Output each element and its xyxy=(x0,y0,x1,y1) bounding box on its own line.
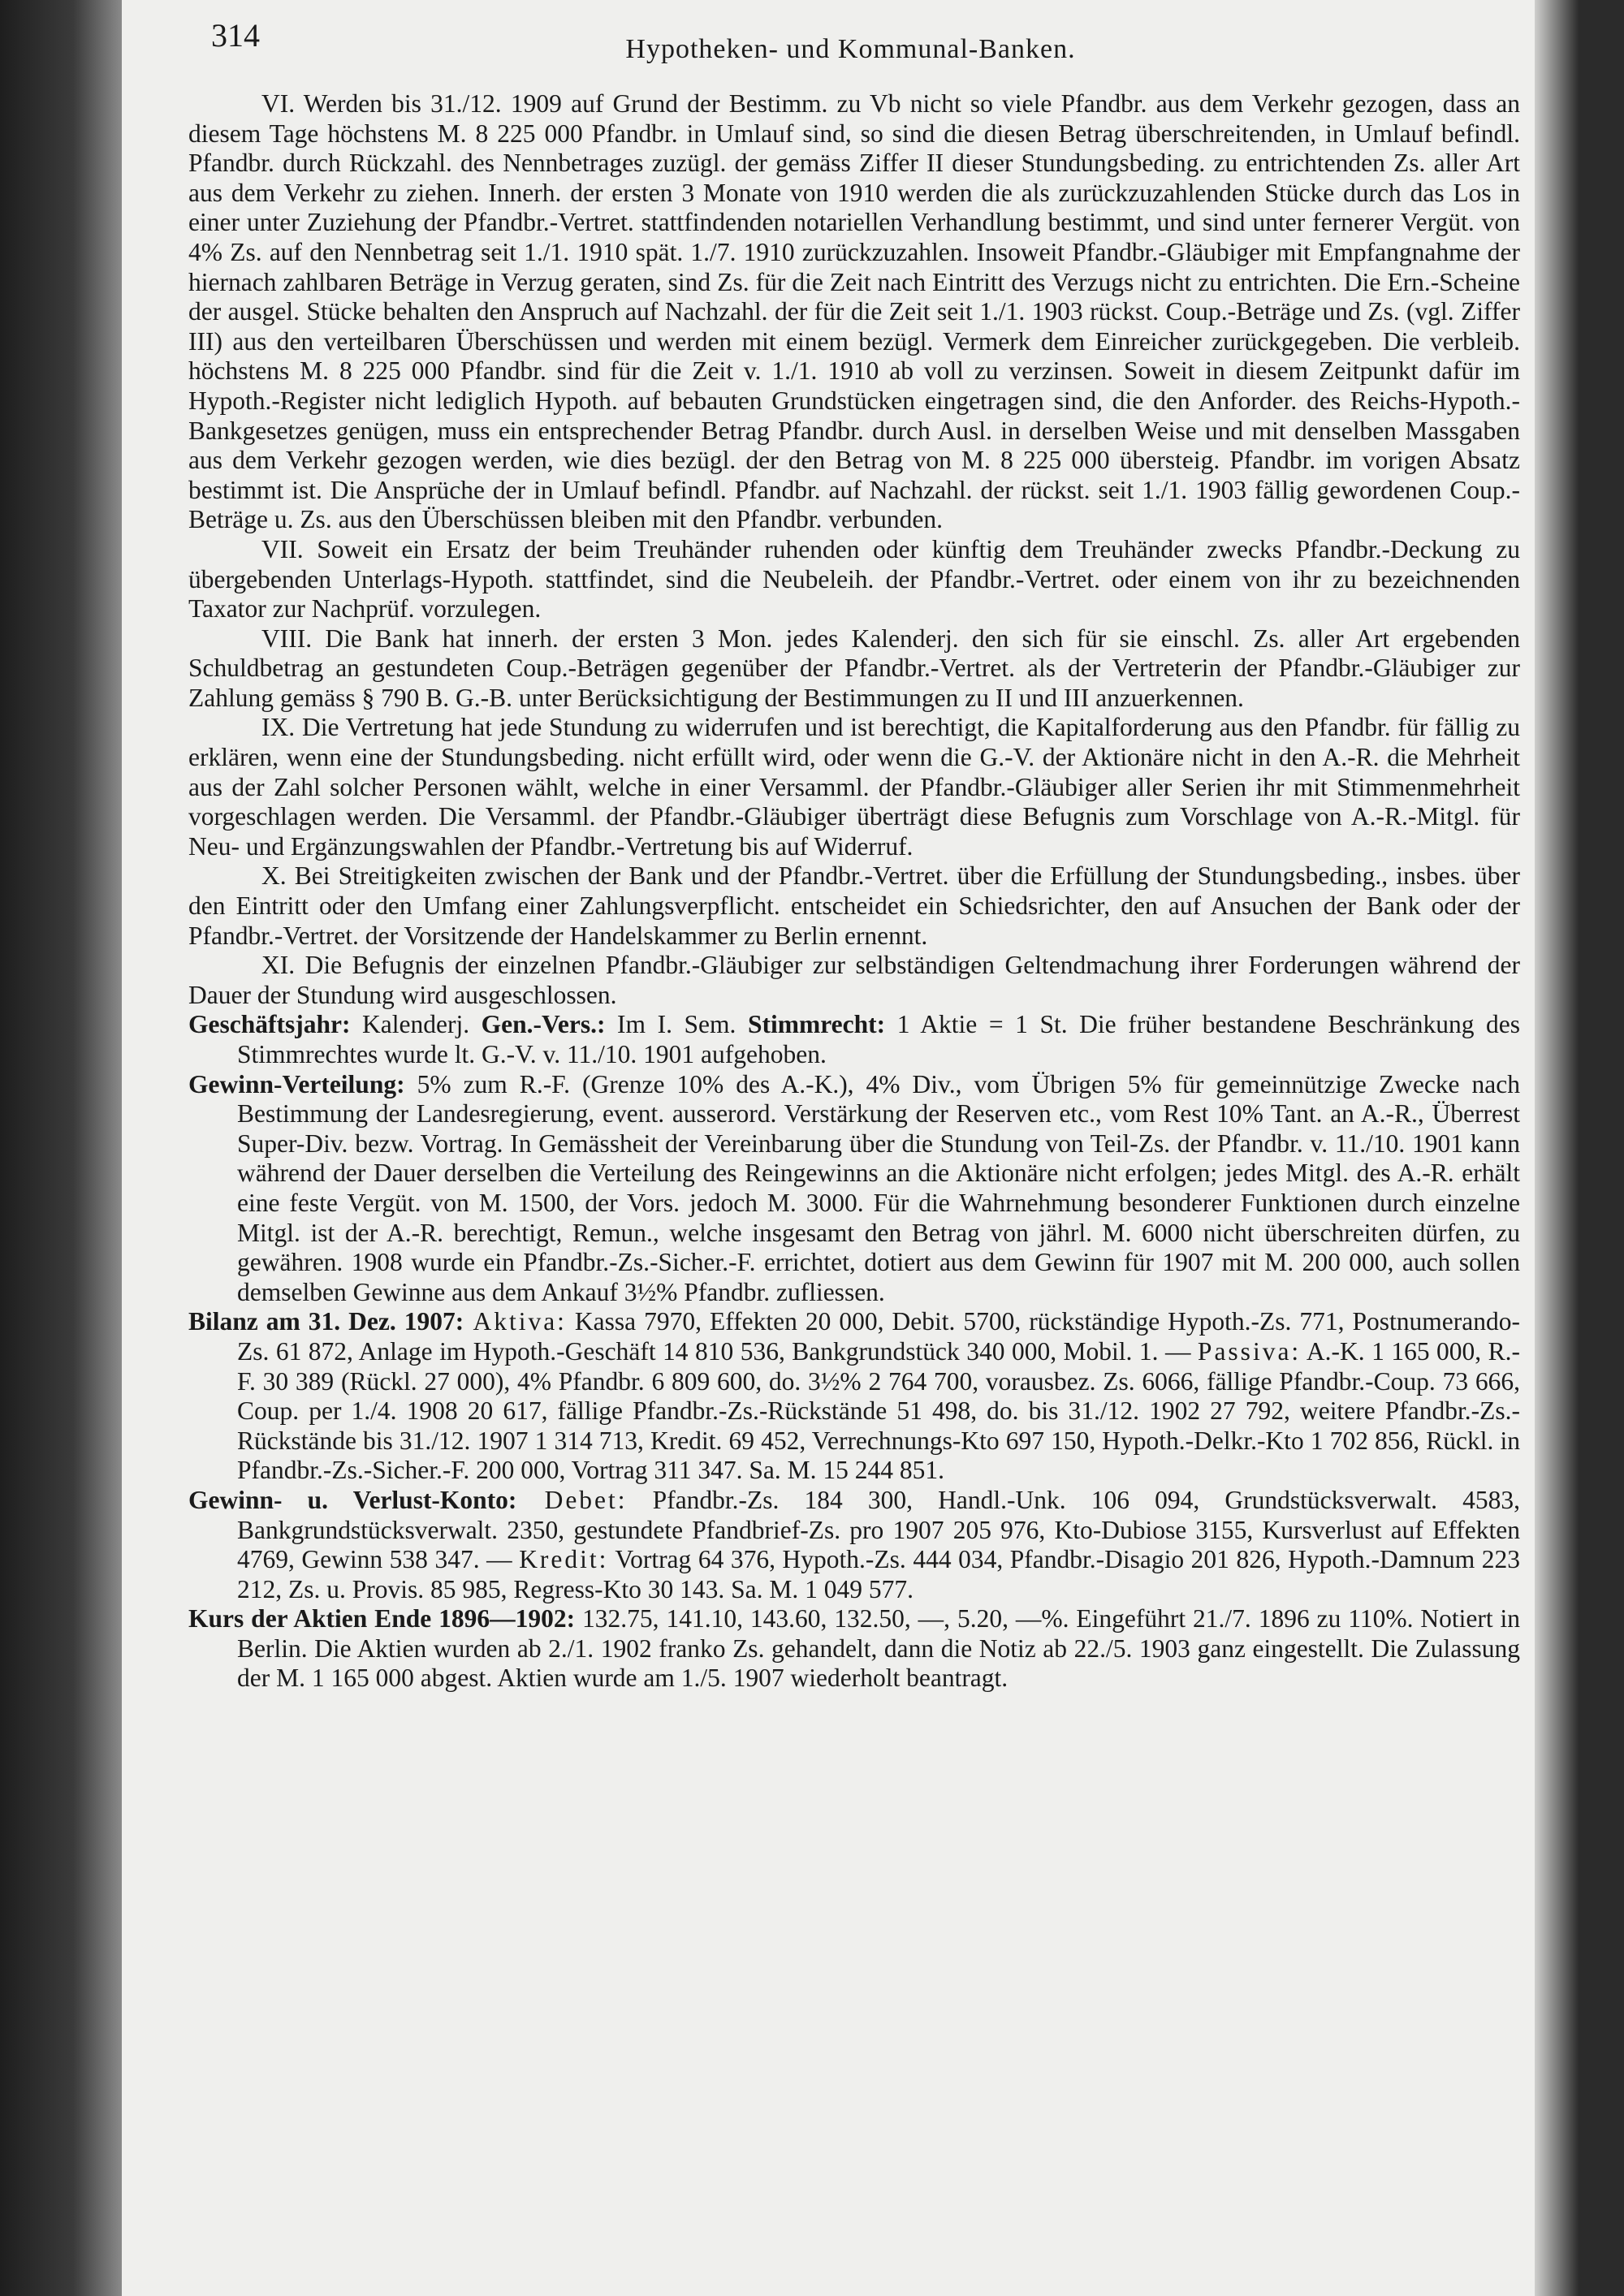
bilanz-label: Bilanz am 31. Dez. 1907: xyxy=(188,1307,464,1336)
guv-kredit-label: Kredit: xyxy=(519,1545,609,1574)
stimmrecht-text: 1 Aktie = 1 St. Die früher bestandene Beschränkung des Stimmrechtes wurde lt. G.-V. v. 11./10. 1901 aufgehoben. xyxy=(237,1010,1521,1068)
geschaeftsjahr-text: Kalenderj. xyxy=(350,1010,482,1039)
bilanz-aktiva-label: Aktiva: xyxy=(464,1307,567,1336)
section-kurs xyxy=(188,1604,1520,1694)
section-bilanz xyxy=(188,1307,1520,1486)
guv-label: Gewinn- u. Verlust-Konto: xyxy=(188,1485,517,1514)
gewinn-verteilung-text: 5% zum R.-F. (Grenze 10% des A.-K.), 4% Div., vom Übrigen 5% für gemeinnützige Zwecke nach Bestimmung der Landesregierung, event. ausserord. Verstärkung der Reserven etc., vom Rest 10% Tant. an A.-R., Überrest Super-Div. bezw. Vortrag. In Gemässheit der Vereinbarung über die Stundung von Teil-Zs. der Pfandbr. v. 11./10. 1901 kann während der Dauer derselben die Verteilung des Reingewinns an die Aktionäre nicht erfolgen; jedes Mitgl. des A.-R. erhält eine feste Vergüt. von M. 1500, der Vors. jedoch M. 3000. Für die Wahrnehmung besonderer Funktionen durch einzelne Mitgl. ist der A.-R. berechtigt, Remun., welche insgesamt den Betrag von jährl. M. 6000 nicht überschreiten dürfen, zu gewähren. 1908 wurde ein Pfandbr.-Zs.-Sicher.-F. errichtet, dotiert aus dem Gewinn für 1907 mit M. 200 000, auch sollen demselben Gewinne aus dem Ankauf 3½% Pfandbr. zufliessen. xyxy=(237,1069,1520,1306)
kurs-text: 132.75, 141.10, 143.60, 132.50, —, 5.20, —%. Eingeführt 21./7. 1896 zu 110%. Notiert in Berlin. Die Aktien wurden ab 2./1. 1902 franko Zs. gehandelt, dann die Notiz ab 22./5. 1903 ganz eingestellt. Die Zulassung der M. 1 165 000 abgest. Aktien wurde am 1./5. 1907 wiederholt beantragt. xyxy=(237,1604,1520,1693)
genvers-text: Im I. Sem. xyxy=(605,1010,748,1039)
page-header xyxy=(211,16,1490,73)
paragraph-vi: VI. Werden bis 31./12. 1909 auf Grund der Bestimm. zu Vb nicht so viele Pfandbr. aus dem Verkehr gezogen, dass an diesem Tage höchstens M. 8 225 000 Pfandbr. in Umlauf sind, so sind die diesen Betrag überschreitenden, in Umlauf befindl. Pfandbr. durch Rückzahl. des Nennbetrages zuzügl. der gemäss Ziffer II dieser Stundungsbeding. zu entrichtenden Zs. aller Art aus dem Verkehr zu ziehen. Innerh. der ersten 3 Monate von 1910 werden die als zurückzuzahlenden Stücke durch das Los in einer unter Zuziehung der Pfandbr.-Vertret. stattfindenden notariellen Verhandlung bestimmt, und sind unter fernerer Vergüt. von 4% Zs. auf den Nennbetrag seit 1./1. 1910 spät. 1./7. 1910 zurückzuzahlen. Insoweit Pfandbr.-Gläubiger mit Empfangnahme der hiernach zahlbaren Beträge in Verzug geraten, sind Zs. für die Zeit nach Eintritt des Verzugs nicht zu entrichten. Die Ern.-Scheine der ausgel. Stücke behalten den Anspruch auf Nachzahl. der für die Zeit seit 1./1. 1903 rückst. Coup.-Beträge und Zs. (vgl. Ziffer III) aus den verteilbaren Überschüssen und werden mit einem bezügl. Vermerk dem Einreicher zurückgegeben. Die verbleib. höchstens M. 8 225 000 Pfandbr. sind für die Zeit v. 1./1. 1910 ab voll zu verzinsen. Soweit in diesem Zeitpunkt dafür im Hypoth.-Register nicht lediglich Hypoth. auf bebauten Grundstücken eingetragen sind, die den Anforder. des Reichs-Hypoth.-Bankgesetzes genügen, muss ein entsprechender Betrag Pfandbr. durch Ausl. in derselben Weise und mit denselben Massgaben aus dem Verkehr gezogen werden, wie dies bezügl. der den Betrag von M. 8 225 000 übersteig. Pfandbr. im vorigen Absatz bestimmt ist. Die Ansprüche der in Umlauf befindl. Pfandbr. auf Nachzahl. der rückst. seit 1./1. 1903 fällig gewordenen Coup.-Beträge u. Zs. aus den Überschüssen bleiben mit den Pfandbr. verbunden. xyxy=(188,89,1520,534)
scan-border-right xyxy=(1535,0,1579,2296)
page-number: 314 xyxy=(211,17,260,54)
scan-border-left xyxy=(0,0,122,2296)
stimmrecht-label: Stimmrecht: xyxy=(748,1010,886,1039)
bilanz-passiva-label: Passiva: xyxy=(1197,1336,1302,1366)
paragraph-x: X. Bei Streitigkeiten zwischen der Bank und der Pfandbr.-Vertret. über die Erfüllung der Stundungsbeding., insbes. über den Eintritt oder den Umfang einer Zahlungsverpflicht. entscheidet ein Schiedsrichter, den auf Ansuchen der Bank oder der Pfandbr.-Vertret. der Vorsitzende der Handelskammer zu Berlin ernennt. xyxy=(188,861,1520,950)
page-body xyxy=(188,89,1520,1694)
genvers-label: Gen.-Vers.: xyxy=(481,1010,606,1039)
guv-kredit-text: Vortrag 64 376, Hypoth.-Zs. 444 034, Pfandbr.-Disagio 201 826, Hypoth.-Damnum 223 212, Zs. u. Provis. 85 985, Regress-Kto 30 143. Sa. M. 1 049 577. xyxy=(237,1545,1520,1603)
gewinn-verteilung-label: Gewinn-Verteilung: xyxy=(188,1069,405,1098)
paragraph-xi: XI. Die Befugnis der einzelnen Pfandbr.-Gläubiger zur selbständigen Geltendmachung ihrer Forderungen während der Dauer der Stundung wird ausgeschlossen. xyxy=(188,951,1520,1009)
section-geschaeftsjahr xyxy=(188,1010,1520,1069)
section-gewinn-verlust-konto xyxy=(188,1486,1520,1604)
paragraph-viii: VIII. Die Bank hat innerh. der ersten 3 Mon. jedes Kalenderj. den sich für sie einschl. Zs. aller Art ergebenden Schuldbetrag an gestundeten Coup.-Beträgen gegenüber der Pfandbr.-Vertret. als der Vertreterin der Pfandbr.-Gläubiger zur Zahlung gemäss § 790 B. G.-B. unter Berücksichtigung der Bestimmungen zu II und III anzuerkennen. xyxy=(188,624,1520,712)
section-gewinn-verteilung xyxy=(188,1070,1520,1308)
paragraph-vii: VII. Soweit ein Ersatz der beim Treuhänder ruhenden oder künftig dem Treuhänder zwecks Pfandbr.-Deckung zu übergebenden Unterlags-Hypoth. stattfindet, sind die Neubeleih. der Pfandbr.-Vertret. oder einem von ihr zu bezeichnenden Taxator zur Nachprüf. vorzulegen. xyxy=(188,534,1520,624)
geschaeftsjahr-label: Geschäftsjahr: xyxy=(188,1010,351,1039)
bilanz-aktiva-text: Kassa 7970, Effekten 20 000, Debit. 5700, rückständige Hypoth.-Zs. 771, Postnumerando-Zs. 61 872, Anlage im Hypoth.-Geschäft 14 810 536, Bankgrundstück 340 000, Mobil. 1. — xyxy=(237,1307,1520,1366)
guv-debet-text: Pfandbr.-Zs. 184 300, Handl.-Unk. 106 094, Grundstücksverwalt. 4583, Bankgrundstücksverwalt. 2350, gestundete Pfandbrief-Zs. pro 1907 205 976, Kto-Dubiose 3155, Kursverlust auf Effekten 4769, Gewinn 538 347. — xyxy=(237,1485,1520,1574)
bilanz-passiva-text: A.-K. 1 165 000, R.-F. 30 389 (Rückl. 27 000), 4% Pfandbr. 6 809 600, do. 3½% 2 764 700, vorausbez. Zs. 6066, fällige Pfandbr.-Coup. 73 666, Coup. per 1./4. 1908 20 617, fällige Pfandbr.-Zs.-Rückstände 51 498, do. bis 31./12. 1902 27 792, weitere Pfandbr.-Zs.-Rückstände bis 31./12. 1907 1 314 713, Kredit. 69 452, Verrechnungs-Kto 697 150, Hypoth.-Delkr.-Kto 1 702 856, Rückl. in Pfandbr.-Zs.-Sicher.-F. 200 000, Vortrag 311 347. Sa. M. 15 244 851. xyxy=(237,1336,1520,1485)
guv-debet-label: Debet: xyxy=(516,1485,628,1514)
document-page xyxy=(122,0,1579,2296)
paragraph-ix: IX. Die Vertretung hat jede Stundung zu widerrufen und ist berechtigt, die Kapitalforderung aus den Pfandbr. für fällig zu erklären, wenn eine der Stundungsbeding. nicht erfüllt wird, oder wenn die G.-V. der Aktionäre nicht in den A.-R. die Mehrheit aus der Zahl solcher Personen wählt, welche in einer Versamml. der Pfandbr.-Gläubiger aller Serien ihr mit Stimmenmehrheit vorgeschlagen werden. Die Versamml. der Pfandbr.-Gläubiger überträgt diese Befugnis zum Vorschlage von A.-R.-Mitgl. für Neu- und Ergänzungswahlen der Pfandbr.-Vertretung bis auf Widerruf. xyxy=(188,713,1520,861)
kurs-label: Kurs der Aktien Ende 1896—1902: xyxy=(188,1604,576,1634)
running-title: Hypotheken- und Kommunal-Banken. xyxy=(625,34,1076,64)
